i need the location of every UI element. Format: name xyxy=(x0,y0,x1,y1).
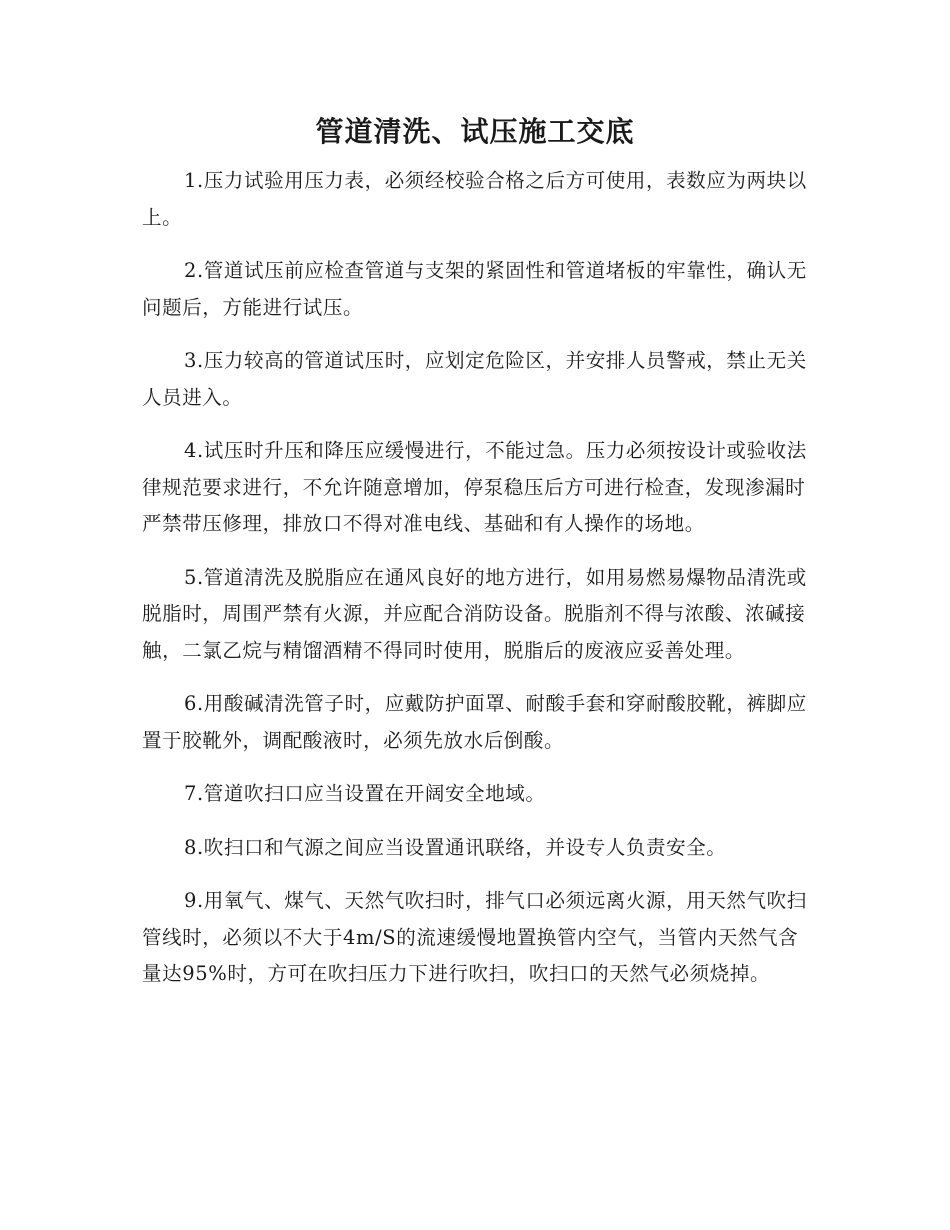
paragraph-7: 7.管道吹扫口应当设置在开阔安全地域。 xyxy=(184,782,546,805)
paragraph-5: 5.管道清洗及脱脂应在通风良好的地方进行，如用易燃易爆物品清洗或脱脂时，周围严禁有火源，并应配合消防设备。脱脂剂不得与浓酸、浓碱接触，二氯乙烷与精馏酒精不得同时使用，脱脂后的废液应妥善处理。 xyxy=(142,565,807,662)
paragraph-1: 1.压力试验用压力表，必须经校验合格之后方可使用，表数应为两块以上。 xyxy=(142,169,807,229)
paragraph-9: 9.用氧气、煤气、天然气吹扫时，排气口必须远离火源，用天然气吹扫管线时，必须以不大于4m/S的流速缓慢地置换管内空气，当管内天然气含量达95%时，方可在吹扫压力下进行吹扫，吹扫口的天然气必须烧掉。 xyxy=(142,889,807,985)
paragraph-4: 4.试压时升压和降压应缓慢进行，不能过急。压力必须按设计或验收法律规范要求进行，不允许随意增加，停泵稳压后方可进行检查，发现渗漏时严禁带压修理，排放口不得对准电线、基础和有人操作的场地。 xyxy=(142,439,807,535)
paragraph-6: 6.用酸碱清洗管子时，应戴防护面罩、耐酸手套和穿耐酸胶靴，裤脚应置于胶靴外，调配酸液时，必须先放水后倒酸。 xyxy=(142,692,807,752)
document-body xyxy=(142,163,812,1010)
document-title: 管道清洗、试压施工交底 xyxy=(315,115,635,148)
paragraph-8: 8.吹扫口和气源之间应当设置通讯联络，并设专人负责安全。 xyxy=(184,835,727,859)
paragraph-3: 3.压力较高的管道试压时，应划定危险区，并安排人员警戒，禁止无关人员进入。 xyxy=(142,349,807,409)
paragraph-2: 2.管道试压前应检查管道与支架的紧固性和管道堵板的牢靠性，确认无问题后，方能进行试压。 xyxy=(142,259,807,319)
